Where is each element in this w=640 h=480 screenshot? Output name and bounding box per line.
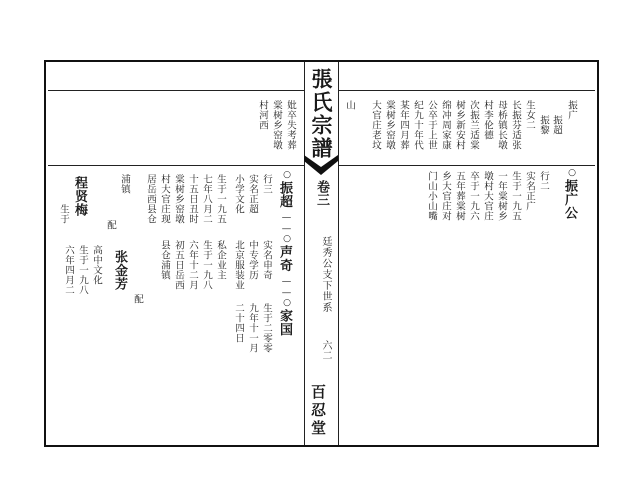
right-top-col: 绵冲周家康 bbox=[440, 100, 451, 150]
right-bottom-col: 门山小山嘴 bbox=[426, 171, 437, 221]
lineage-connector: —— bbox=[281, 212, 292, 235]
right-top-col: 振超 bbox=[551, 115, 562, 135]
right-bottom-col: 行二 bbox=[538, 171, 549, 191]
jiaguo-col: 二十四日 bbox=[233, 303, 244, 343]
lineage-connector: —— bbox=[281, 276, 292, 299]
right-top-col: 长振芬适张 bbox=[510, 100, 521, 150]
zhenchao-col: 村大官庄现 bbox=[159, 174, 170, 224]
circle-marker: ○ bbox=[282, 170, 292, 181]
circle-marker: ○ bbox=[567, 168, 577, 179]
right-top-col: 山 bbox=[344, 100, 355, 110]
right-top-col: 次振兰适棠 bbox=[468, 100, 479, 150]
spine-right bbox=[338, 62, 339, 445]
spouse1-col: 初五日岳西 bbox=[173, 240, 184, 290]
shengqi-col: 私企业主 bbox=[215, 240, 226, 280]
zhenchao-col: 七年八月二 bbox=[201, 174, 212, 224]
right-top-col: 某年四月葬 bbox=[398, 100, 409, 150]
book-title: 張氏宗譜 bbox=[309, 68, 334, 160]
spouse2-col: 生于一九八 bbox=[77, 245, 88, 295]
spouse2-col: 六年四月二 bbox=[63, 245, 74, 295]
rule-right-mid bbox=[338, 165, 595, 166]
right-top-col: 公卒于上世 bbox=[426, 100, 437, 150]
shengqi-col: 中专学历 bbox=[247, 240, 258, 280]
right-top-col: 村李伦德 bbox=[482, 100, 493, 140]
zhenchao-col: 棠树乡窑墩 bbox=[173, 174, 184, 224]
right-bottom-col: 一年棠树乡 bbox=[496, 171, 507, 221]
hall-name: 百忍堂 bbox=[309, 384, 327, 438]
zhenchao-col: 行三 bbox=[261, 174, 272, 194]
person-name: 振广公 bbox=[562, 179, 577, 220]
right-top-col: 母桥镇长墩 bbox=[496, 100, 507, 150]
right-bottom-col: 实名正广 bbox=[524, 171, 535, 211]
zhenchao-col: 浦镇 bbox=[119, 174, 130, 194]
page-number: 六二 bbox=[320, 340, 331, 360]
spouse-label: 配 bbox=[132, 294, 143, 304]
right-top-col: 振黎 bbox=[538, 115, 549, 135]
right-top-col: 纪九十年代 bbox=[412, 100, 423, 150]
right-top-col: 振广 bbox=[566, 100, 577, 120]
left-top-col: 棠树乡窑墩 bbox=[271, 100, 282, 150]
right-top-col: 棠树乡窑墩 bbox=[384, 100, 395, 150]
shengqi-col: 实名申奇 bbox=[261, 240, 272, 280]
spouse-label: 配 bbox=[105, 220, 116, 230]
spouse2-col: 高中文化 bbox=[91, 245, 102, 285]
circle-marker: ○ bbox=[282, 298, 292, 309]
volume-label: 卷三 bbox=[314, 180, 329, 206]
zhenchao-col: 十五日丑时 bbox=[187, 174, 198, 224]
spouse1-col: 六年十二月 bbox=[187, 240, 198, 290]
rule-left-top bbox=[48, 90, 304, 91]
left-top-col: 村河西 bbox=[257, 100, 268, 130]
lineage-gen1: 振超 bbox=[277, 181, 292, 208]
spouse-name: 张金芳 bbox=[112, 250, 127, 291]
right-bottom-col: 卒于一九六 bbox=[468, 171, 479, 221]
zhenchao-col: 小学文化 bbox=[233, 174, 244, 214]
right-bottom-col: 五年葬棠树 bbox=[454, 171, 465, 221]
branch-label: 廷秀公支下世系 bbox=[320, 236, 331, 313]
lineage-gen3: 家国 bbox=[277, 309, 292, 336]
shengqi-col: 北京服装业 bbox=[233, 240, 244, 290]
lineage-gen2: 声奇 bbox=[277, 245, 292, 272]
spouse1-col: 县仓浦镇 bbox=[159, 240, 170, 280]
rule-right-top bbox=[338, 90, 595, 91]
circle-marker: ○ bbox=[282, 234, 292, 245]
jiaguo-col: 九年十一月 bbox=[247, 303, 258, 353]
right-bottom-col: 墩村大官庄 bbox=[482, 171, 493, 221]
rule-left-mid bbox=[48, 165, 304, 166]
right-top-col: 树乡新安村 bbox=[454, 100, 465, 150]
spouse-name: 程贤梅 bbox=[72, 176, 87, 217]
zhenchao-col: 居岳西县仓 bbox=[145, 174, 156, 224]
left-top-col: 妣卒失考葬 bbox=[285, 100, 296, 150]
right-bottom-col: 乡大官庄对 bbox=[440, 171, 451, 221]
zhenchao-col: 生于一九五 bbox=[215, 174, 226, 224]
right-top-col: 大官庄老坟 bbox=[370, 100, 381, 150]
spouse2-col: 生于 bbox=[58, 204, 69, 224]
right-top-col: 生女二 bbox=[524, 100, 535, 130]
right-bottom-col: 生于一九五 bbox=[510, 171, 521, 221]
spouse1-col: 生于一九八 bbox=[201, 240, 212, 290]
jiaguo-col: 生于二零零 bbox=[261, 303, 272, 353]
spine-left bbox=[304, 62, 305, 445]
zhenchao-col: 实名正超 bbox=[247, 174, 258, 214]
